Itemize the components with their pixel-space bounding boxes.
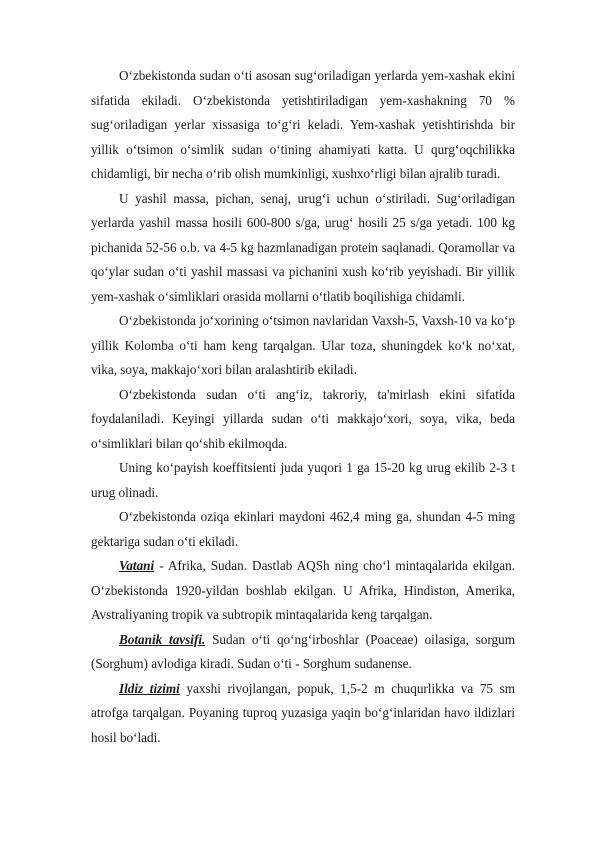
paragraph-propagation bbox=[91, 456, 515, 505]
paragraph-sudan-grass-intro bbox=[91, 64, 515, 187]
paragraph-usage bbox=[91, 383, 515, 457]
paragraph-yield bbox=[91, 187, 515, 310]
paragraph-root-system bbox=[91, 677, 515, 751]
paragraph-text: O‘zbekistonda sudan o‘ti asosan sug‘oriladigan yerlarda yem-xashak ekini sifatida ekiladi. O‘zbekistonda yetishtiriladigan yem-xashakning 70 % sug‘oriladigan yerlar xissasiga to‘g‘ri keladi. Yem-xashak yetishtirishda bir yillik o‘tsimon o‘simlik sudan o‘tining ahamiyati katta. U qurg‘oqchilikka chidamligi, bir necha o‘rib olish mumkinligi, xushxo‘rligi bilan ajralib turadi. bbox=[91, 68, 515, 181]
paragraph-text: Sudan o‘ti qo‘ng‘irboshlar (Poaceae) oilasiga, sorgum (Sorghum) avlodiga kiradi. Sudan o‘ti - Sorghum sudanense. bbox=[91, 631, 515, 671]
paragraph-varieties bbox=[91, 309, 515, 383]
paragraph-text: O‘zbekistonda sudan o‘ti ang‘iz, takroriy, ta'mirlash ekini sifatida foydalaniladi. Keyingi yillarda sudan o‘ti makkajo‘xori, soya, vika, beda o‘simliklari bilan qo‘shib ekilmoqda. bbox=[91, 386, 515, 451]
paragraph-area bbox=[91, 505, 515, 554]
term-botanical-description: Botanik tavsifi. bbox=[119, 631, 206, 647]
paragraph-text: yaxshi rivojlangan, popuk, 1,5-2 m chuqurlikka va 75 sm atrofga tarqalgan. Poyaning tuproq yuzasiga yaqin bo‘g‘inlaridan havo ildizlari hosil bo‘ladi. bbox=[91, 680, 515, 745]
term-root-system: Ildiz tizimi bbox=[119, 680, 180, 696]
paragraph-botanical-description bbox=[91, 628, 515, 677]
paragraph-text: Uning ko‘payish koeffitsienti juda yuqori 1 ga 15-20 kg urug ekilib 2-3 t urug olinadi. bbox=[91, 460, 515, 500]
paragraph-text: O‘zbekistonda jo‘xorining o‘tsimon navlaridan Vaxsh-5, Vaxsh-10 va ko‘p yillik Kolomba o‘ti ham keng tarqalgan. Ular toza, shuningdek ko‘k no‘xat, vika, soya, makkajo‘xori bilan aralashtirib ekiladi. bbox=[91, 313, 515, 377]
paragraph-text: - Afrika, Sudan. Dastlab AQSh ning cho‘l mintaqalarida ekilgan. O‘zbekistonda 1920-yildan boshlab ekilgan. U Afrika, Hindiston, Amerika, Avstraliyaning tropik va subtropik mintaqalarida keng tarqalgan. bbox=[91, 558, 515, 622]
paragraph-homeland bbox=[91, 554, 515, 628]
paragraph-text: U yashil massa, pichan, senaj, urug‘i uchun o‘stiriladi. Sug‘oriladigan yerlarda yashil massa hosili 600-800 s/ga, urug‘ hosili 25 s/ga yetadi. 100 kg pichanida 52-56 o.b. va 4-5 kg hazmlanadigan protein saqlanadi. Qoramollar va qo‘ylar sudan o‘ti yashil massasi va pichanini xush ko‘rib yeyishadi. Bir yillik yem-xashak o‘simliklari orasida mollarni o‘tlatib boqilishiga chidamli. bbox=[91, 190, 515, 304]
term-homeland: Vatani bbox=[119, 558, 155, 573]
paragraph-text: O‘zbekistonda oziqa ekinlari maydoni 462,4 ming ga, shundan 4-5 ming gektariga sudan o‘ti ekiladi. bbox=[91, 509, 515, 549]
